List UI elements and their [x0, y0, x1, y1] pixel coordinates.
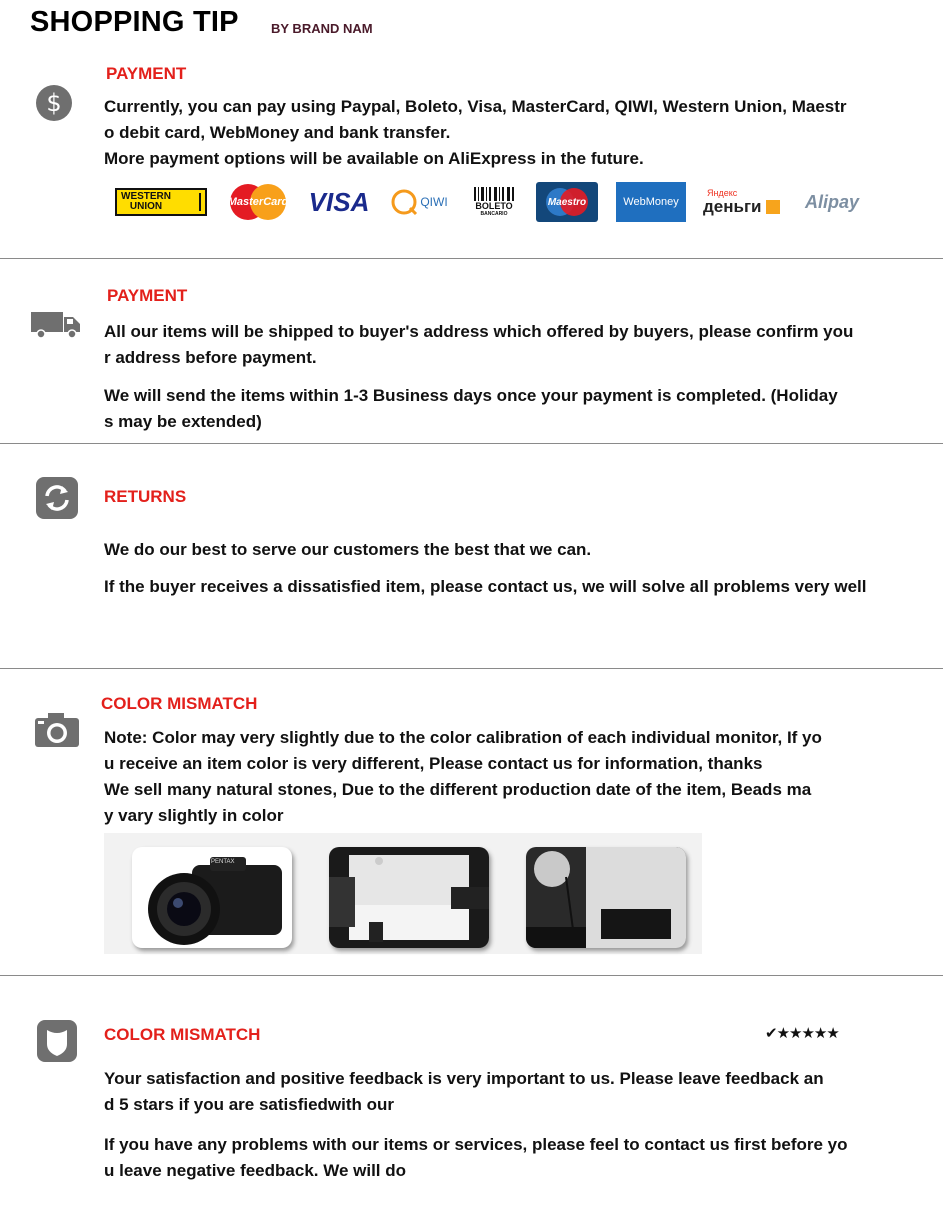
divider — [0, 668, 943, 669]
feedback-text-1: Your satisfaction and positive feedback is very important to us. Please leave feedback an d 5 stars if you are satisfiedwith our — [104, 1069, 824, 1114]
studio-photo-2 — [526, 847, 686, 948]
western-union-logo: WESTERN UNION — [114, 180, 208, 224]
section-heading-returns: RETURNS — [104, 487, 187, 506]
divider — [0, 975, 943, 976]
refresh-icon — [36, 477, 78, 524]
payment-text: Currently, you can pay using Paypal, Boleto, Visa, MasterCard, QIWI, Western Union, Maestr o debit card, WebMoney and bank transfer. More payment options will be available on AliExpress in the future. — [104, 97, 847, 168]
returns-text-2: If the buyer receives a dissatisfied item, please contact us, we will solve all problems very well — [104, 577, 867, 596]
feedback-text-2: If you have any problems with our items or services, please feel to contact us first before yo u leave negative feedback. We will do — [104, 1135, 848, 1180]
star-icons: ★★★★★ — [776, 1024, 839, 1042]
alipay-logo: Alipay — [804, 191, 860, 212]
five-star-rating — [765, 1024, 839, 1043]
maestro-logo: Maestro — [536, 180, 598, 224]
shipping-text-1: All our items will be shipped to buyer's address which offered by buyers, please confirm you r address before payment. — [104, 322, 854, 367]
boleto-logo: BOLETO BANCARIO — [469, 180, 519, 224]
studio-photo-1 — [329, 847, 489, 948]
brand-name: BY BRAND NAM — [271, 21, 373, 36]
page-title: SHOPPING TIP — [30, 6, 239, 38]
section-heading-payment: PAYMENT — [106, 64, 187, 83]
qiwi-logo: QIWI — [384, 180, 454, 224]
divider — [0, 258, 943, 259]
yandex-money-logo: Яндекс деньги — [703, 180, 781, 224]
mastercard-logo: MasterCard — [226, 180, 290, 224]
webmoney-logo: WebMoney — [615, 180, 687, 224]
check-icon: ✔ — [765, 1024, 777, 1042]
section-heading-color-mismatch: COLOR MISMATCH — [101, 694, 258, 713]
visa-logo: VISA — [308, 186, 370, 217]
svg-text:$: $ — [46, 89, 62, 117]
camera-icon — [34, 712, 80, 753]
divider — [0, 443, 943, 444]
photo-strip — [104, 833, 702, 954]
shield-icon — [37, 1020, 77, 1067]
returns-text-1: We do our best to serve our customers the best that we can. — [104, 540, 592, 559]
truck-icon — [30, 309, 82, 344]
section-heading-feedback: COLOR MISMATCH — [104, 1025, 261, 1044]
camera-photo: PENTAX — [132, 847, 292, 948]
color-mismatch-text: Note: Color may very slightly due to the color calibration of each individual monitor, If yo u receive an item color is very different, Please contact us for information, thanks We sell many natural stones, Due to the different production date of the item, Beads ma y vary slightly in color — [104, 728, 822, 825]
dollar-icon — [35, 84, 73, 127]
shipping-text-2: We will send the items within 1-3 Business days once your payment is completed. (Holiday s may be extended) — [104, 386, 838, 431]
section-heading-shipping: PAYMENT — [107, 286, 188, 305]
